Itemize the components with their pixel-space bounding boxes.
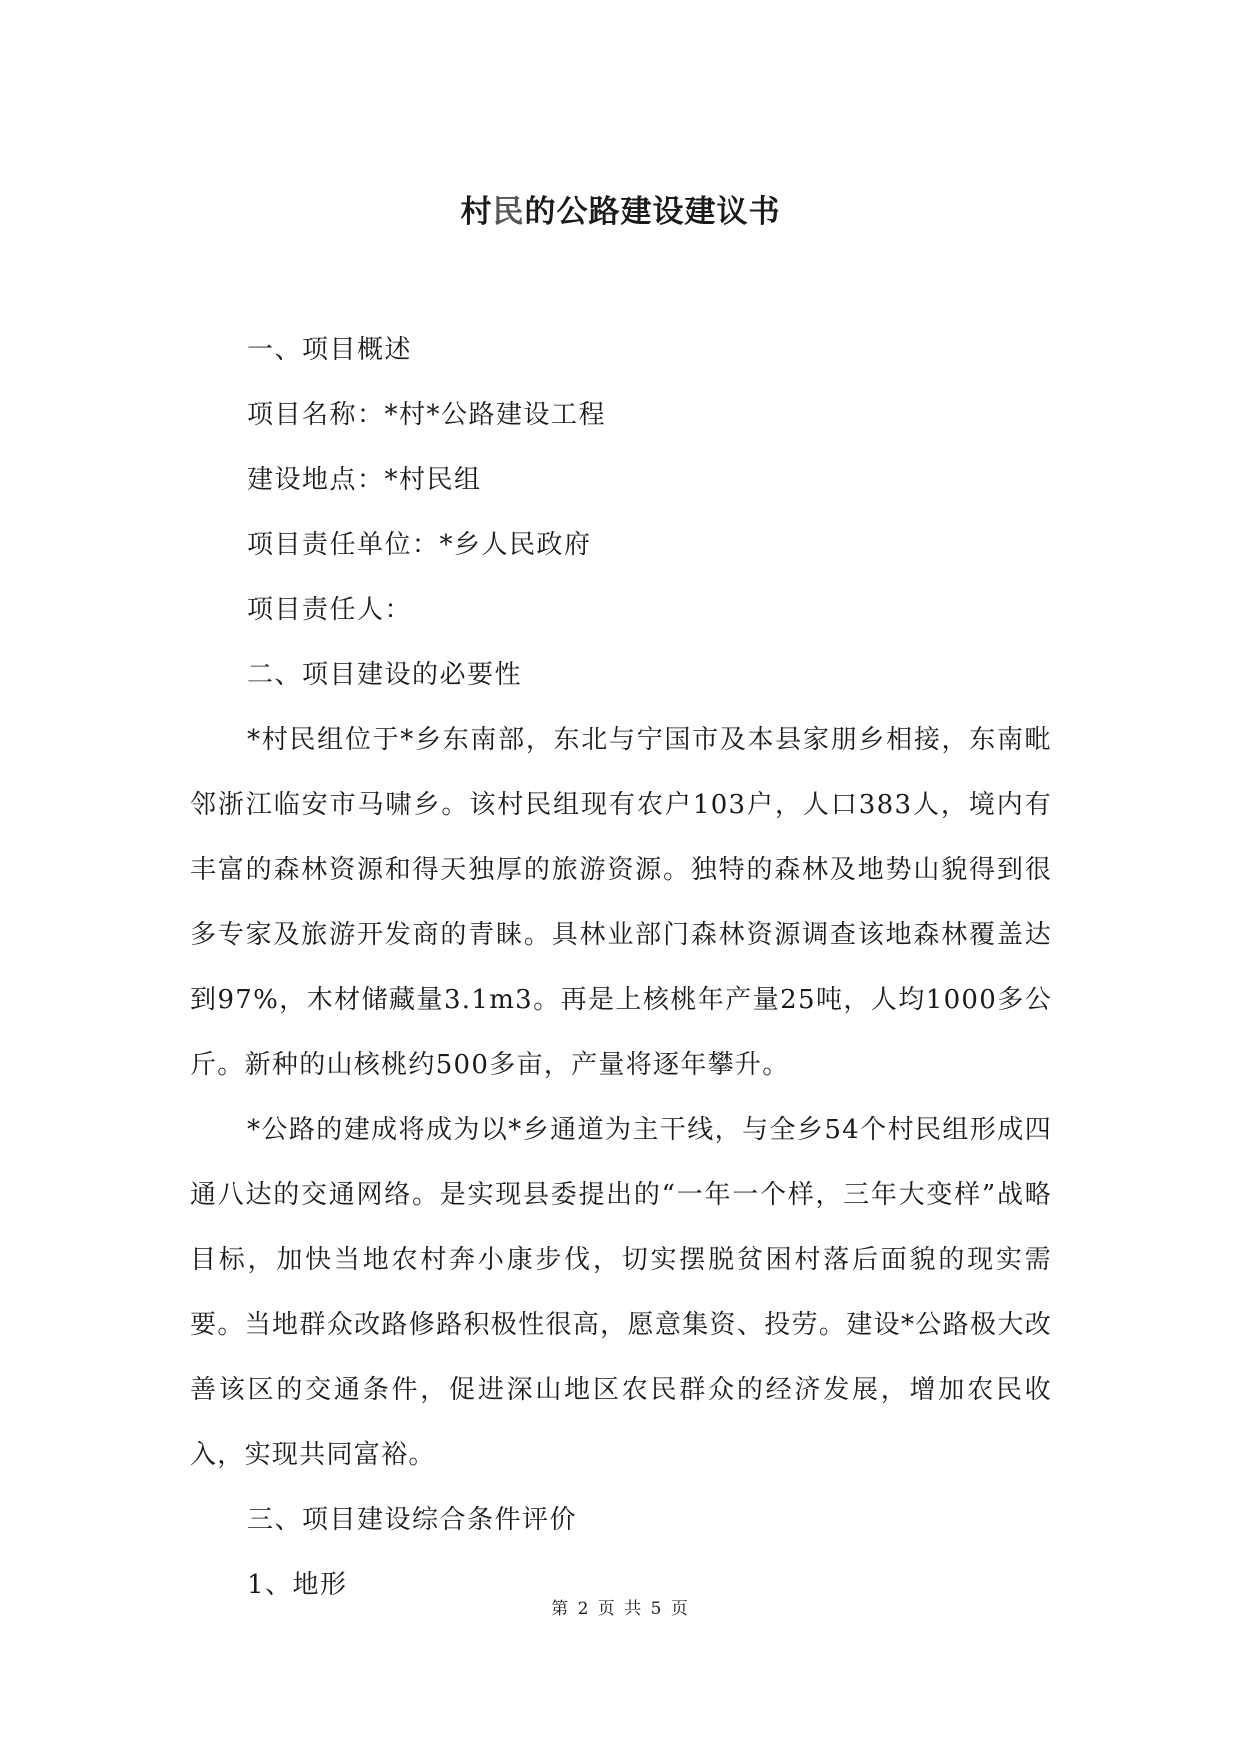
title-part-2: 民 bbox=[492, 194, 525, 230]
responsible-person-line: 项目责任人： bbox=[247, 595, 413, 625]
section-3-heading: 三、项目建设综合条件评价 bbox=[247, 1505, 578, 1535]
responsible-unit-line: 项目责任单位：*乡人民政府 bbox=[247, 530, 592, 560]
subsection-1-heading: 1、地形 bbox=[247, 1570, 348, 1600]
section-1-heading: 一、项目概述 bbox=[247, 335, 413, 365]
paragraph-necessity-2: *公路的建成将成为以*乡通道为主干线，与全乡54个村民组形成四通八达的交通网络。是实现县委提出的“一年一个样，三年大变样”战略目标，加快当地农村奔小康步伐，切实摆脱贫困村落后面貌的现实需要。当地群众改路修路积极性很高，愿意集资、投劳。建设*公路极大改善该区的交通条件，促进深山地区农民群众的经济发展，增加农民收入，实现共同富裕。 bbox=[190, 1115, 1052, 1470]
page-footer: 第 2 页 共 5 页 bbox=[551, 1599, 690, 1619]
section-2-heading: 二、项目建设的必要性 bbox=[247, 660, 523, 690]
paragraph-necessity-1: *村民组位于*乡东南部，东北与宁国市及本县家朋乡相接，东南毗邻浙江临安市马啸乡。该村民组现有农户103户，人口383人，境内有丰富的森林资源和得天独厚的旅游资源。独特的森林及地势山貌得到很多专家及旅游开发商的青睐。具林业部门森林资源调查该地森林覆盖达到97%，木材储藏量3.1m3。再是上核桃年产量25吨，人均1000多公斤。新种的山核桃约500多亩，产量将逐年攀升。 bbox=[190, 725, 1052, 1080]
location-line: 建设地点：*村民组 bbox=[247, 465, 482, 495]
project-name-line: 项目名称：*村*公路建设工程 bbox=[247, 400, 607, 430]
document-title bbox=[0, 190, 1241, 234]
title-part-1: 村 bbox=[460, 194, 493, 230]
document-body bbox=[190, 318, 1052, 1618]
title-part-3: 的公路建设建议书 bbox=[524, 194, 781, 230]
